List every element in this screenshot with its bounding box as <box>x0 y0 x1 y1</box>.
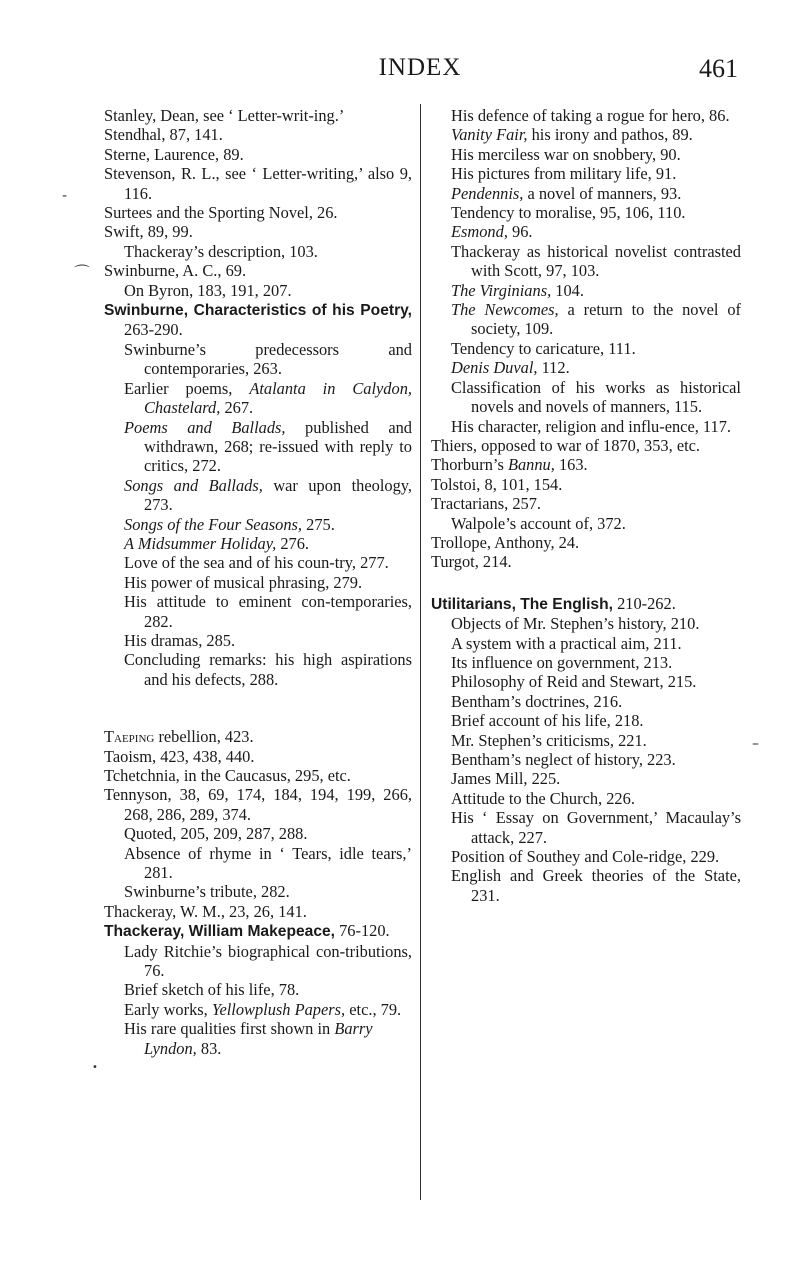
index-entry: Turgot, 214. <box>431 552 512 572</box>
page-ref: 163. <box>554 455 588 475</box>
index-subentry <box>124 418 412 476</box>
page-range: 210-262. <box>612 593 676 613</box>
work-title: Esmond, <box>451 222 508 242</box>
margin-dash-mark: – <box>752 736 759 752</box>
index-subentry: A system with a practical aim, 211. <box>451 633 682 653</box>
index-subentry: Position of Southey and Cole-ridge, 229. <box>451 847 720 867</box>
subentry-text: Early works, <box>124 999 212 1019</box>
index-subentry: Brief sketch of his life, 78. <box>124 980 300 1000</box>
index-entry: Tchetchnia, in the Caucasus, 295, etc. <box>104 766 351 785</box>
index-subentry: His character, religion and influ-ence, 117. <box>451 416 731 436</box>
index-subentry: Thackeray as historical novelist contrasted with Scott, 97, 103. <box>451 241 741 281</box>
index-subentry: Quoted, 205, 209, 287, 288. <box>124 824 308 844</box>
index-subentry: His pictures from military life, 91. <box>451 164 677 184</box>
work-title: Atalanta in Calydon, Chastelard, <box>144 378 412 418</box>
index-subentry: His defence of taking a rogue for hero, 86. <box>451 106 730 125</box>
index-entry <box>431 455 741 474</box>
subentry-text: a return to the novel of society, 109. <box>471 300 741 339</box>
index-entry: Swinburne, A. C., 69. <box>104 261 247 281</box>
index-entry-main <box>104 300 412 340</box>
index-subentry: Concluding remarks: his high aspirations and his defects, 288. <box>124 650 412 689</box>
index-entry: Thackeray, W. M., 23, 26, 141. <box>104 901 307 921</box>
index-subentry <box>451 222 741 241</box>
index-subentry: Tendency to moralise, 95, 106, 110. <box>451 203 686 223</box>
subentry-text: war upon theology, 273. <box>144 475 412 515</box>
work-title: Songs and Ballads, <box>124 475 263 495</box>
index-entry: Tolstoi, 8, 101, 154. <box>431 474 563 494</box>
index-subentry: English and Greek theories of the State, 231. <box>451 866 741 905</box>
page-ref: 276. <box>276 533 309 553</box>
index-entry-main <box>104 921 412 941</box>
index-subentry: Objects of Mr. Stephen’s history, 210. <box>451 614 700 634</box>
entry-term: Taeping <box>104 727 155 747</box>
index-subentry <box>124 379 412 418</box>
index-subentry: Swinburne’s tribute, 282. <box>124 882 290 902</box>
index-subentry: Absence of rhyme in ‘ Tears, idle tears,’ 281. <box>124 843 412 883</box>
index-subentry: Thackeray’s description, 103. <box>124 241 318 261</box>
margin-pencil-mark: ⌒ <box>74 263 91 282</box>
page-ref: 104. <box>551 280 584 300</box>
index-subentry: Classification of his works as historical novels and novels of manners, 115. <box>451 377 741 417</box>
index-subentry: Bentham’s neglect of history, 223. <box>451 750 676 769</box>
page-number: 461 <box>699 54 738 83</box>
index-subentry <box>451 300 741 339</box>
entry-text: Thorburn’s <box>431 455 508 475</box>
index-subentry: Philosophy of Reid and Stewart, 215. <box>451 672 697 692</box>
index-entry: Trollope, Anthony, 24. <box>431 532 580 552</box>
index-subentry: James Mill, 225. <box>451 769 561 789</box>
page-title: INDEX <box>378 54 462 81</box>
page-range: 263-290. <box>124 320 183 340</box>
subentry-text: Earlier poems, <box>124 378 250 398</box>
index-column-right <box>431 106 741 905</box>
main-heading: Swinburne, Characteristics of his Poetry, <box>104 302 412 320</box>
index-entry: Tennyson, 38, 69, 174, 184, 194, 199, 266, 268, 286, 289, 374. <box>104 785 412 824</box>
index-subentry: Swinburne’s predecessors and contemporaries, 263. <box>124 339 412 379</box>
margin-dash-mark: - <box>62 188 68 204</box>
index-entry: Stendhal, 87, 141. <box>104 125 223 145</box>
page-ref: 112. <box>537 358 570 378</box>
work-title: The Virginians, <box>451 280 552 300</box>
work-title: Pendennis, <box>451 183 524 203</box>
index-subentry: Brief account of his life, 218. <box>451 711 644 731</box>
index-subentry <box>124 534 412 553</box>
page-ref: etc., 79. <box>345 999 402 1019</box>
index-subentry: Bentham’s doctrines, 216. <box>451 691 623 711</box>
entry-text: rebellion, 423. <box>154 727 254 747</box>
index-subentry: Its influence on government, 213. <box>451 652 673 672</box>
work-title: Poems and Ballads, <box>124 417 286 437</box>
index-subentry: His power of musical phrasing, 279. <box>124 572 363 592</box>
index-entry: Stevenson, R. L., see ‘ Letter-writing,’ also 9, 116. <box>104 164 412 203</box>
index-entry-main <box>431 594 741 614</box>
index-subentry: His ‘ Essay on Government,’ Macaulay’s attack, 227. <box>451 808 741 847</box>
index-subentry <box>124 1019 412 1058</box>
index-subentry: His dramas, 285. <box>124 630 236 650</box>
page-ref: 275. <box>302 514 335 534</box>
index-subentry: Mr. Stephen’s criticisms, 221. <box>451 730 647 750</box>
index-subentry <box>451 281 741 300</box>
work-title: The Newcomes, <box>451 300 559 320</box>
work-title: Yellowplush Papers, <box>211 999 346 1019</box>
index-subentry: Walpole’s account of, 372. <box>451 513 626 533</box>
index-entry: Thiers, opposed to war of 1870, 353, etc. <box>431 435 701 455</box>
index-subentry <box>451 125 741 144</box>
index-subentry: His merciless war on snobbery, 90. <box>451 144 681 164</box>
index-subentry <box>451 184 741 203</box>
section-gap <box>104 689 412 727</box>
index-subentry: Attitude to the Church, 226. <box>451 788 635 808</box>
index-entry <box>104 727 412 746</box>
subentry-text: published and withdrawn, 268; re-issued with reply to critics, 272. <box>144 417 412 476</box>
work-title: Denis Duval, <box>451 358 538 378</box>
index-subentry <box>124 515 412 534</box>
margin-dot-mark: • <box>92 1062 98 1073</box>
index-subentry: Tendency to caricature, 111. <box>451 338 636 358</box>
work-title: Songs of the Four Seasons, <box>124 514 303 534</box>
index-subentry <box>124 476 412 515</box>
work-title: Barry Lyndon, <box>144 1019 373 1058</box>
column-divider <box>420 104 421 1200</box>
page-ref: 96. <box>507 222 533 242</box>
page-ref: 83. <box>196 1038 222 1058</box>
index-column-left <box>104 106 412 1058</box>
index-entry: Sterne, Laurence, 89. <box>104 144 244 164</box>
page-ref: 267. <box>220 398 254 418</box>
work-title: Bannu, <box>507 455 555 475</box>
index-subentry: On Byron, 183, 191, 207. <box>124 280 292 300</box>
main-heading: Utilitarians, The English, <box>431 595 613 613</box>
index-entry: Tractarians, 257. <box>431 494 542 514</box>
subentry-text: His rare qualities first shown in <box>124 1019 335 1039</box>
index-subentry <box>124 1000 412 1019</box>
work-title: Vanity Fair, <box>451 125 528 145</box>
index-subentry: Love of the sea and of his coun-try, 277. <box>124 553 389 573</box>
page-range: 76-120. <box>335 921 390 941</box>
index-entry: Surtees and the Sporting Novel, 26. <box>104 203 338 223</box>
main-heading: Thackeray, William Makepeace, <box>104 923 335 941</box>
index-entry: Swift, 89, 99. <box>104 222 193 242</box>
index-subentry <box>451 358 741 377</box>
subentry-text: a novel of manners, 93. <box>523 183 682 203</box>
index-subentry: Lady Ritchie’s biographical con-tributions, 76. <box>124 941 412 981</box>
index-subentry: His attitude to eminent con-temporaries, 282. <box>124 592 412 631</box>
index-entry: Stanley, Dean, see ‘ Letter-writ-ing.’ <box>104 106 345 125</box>
section-gap <box>431 572 741 594</box>
work-title: A Midsummer Holiday, <box>124 533 277 553</box>
subentry-text: his irony and pathos, 89. <box>527 125 693 145</box>
index-entry: Taoism, 423, 438, 440. <box>104 746 255 766</box>
